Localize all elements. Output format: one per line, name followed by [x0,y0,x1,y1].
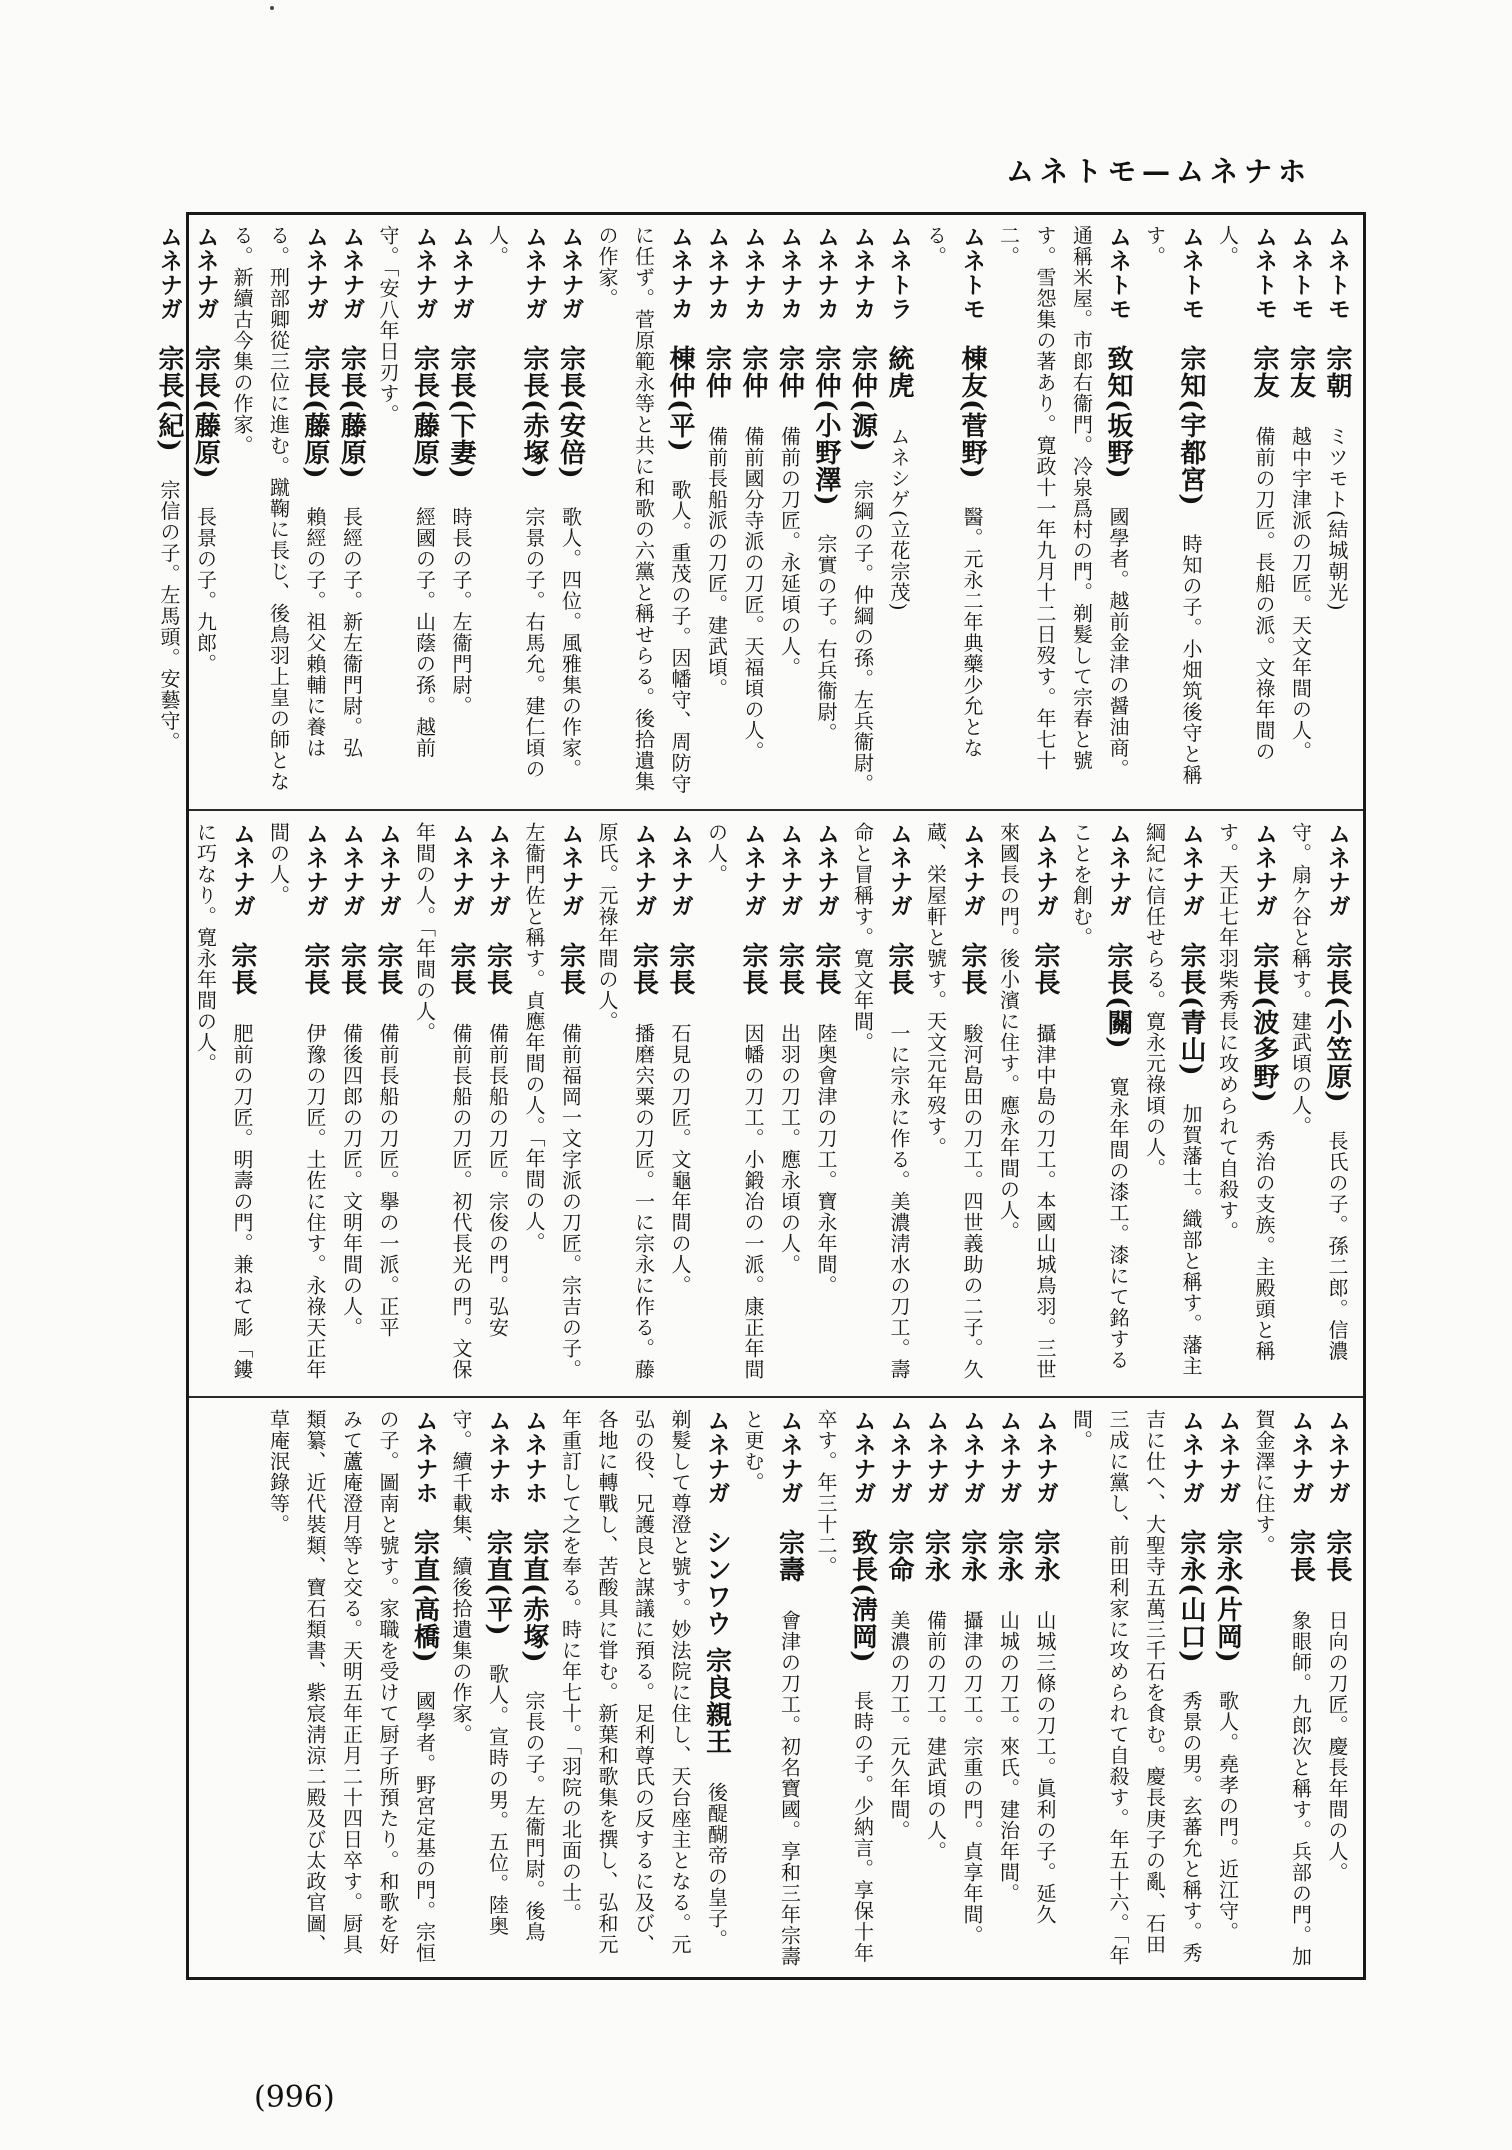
entry-name: 宗長 [555,942,586,1023]
entry-reading: ムネナガ [995,1409,1022,1529]
entry-reading: ムネナガ [302,822,328,942]
entry-description: 備後四郎の刀匠。文明年間の人。 [339,1023,364,1338]
dictionary-entry [844,225,881,799]
entry-name: 宗長(安倍) [555,345,586,507]
entry-reading: ムネナガ [1251,822,1277,942]
entry-name: 宗仲 [701,345,732,426]
entry-name: 宗長(關) [1103,942,1133,1077]
entry-name: 棟友(菅野) [957,345,987,507]
running-head: ムネトモ—ムネナホ [1005,155,1312,188]
entry-reading: ムネナガ [959,822,985,942]
entry-name: 宗友 [1285,345,1316,426]
entry-name: 宗長 [811,942,841,1023]
dictionary-entry [443,225,480,799]
entry-description: 後醍醐帝の皇子。剃髮して尊澄と號す。妙法院に住し、天台座主となる。元弘の役、兄護良と謀議に預る。足利尊氏の反するに及び、各地に轉戰し、苦酸具に甞む。新葉和歌集を撰し、弘和元年重訂して之を奉る。時に年七十。「羽院の北面の士。 [558,1409,729,1955]
dictionary-entry [1319,225,1356,799]
entry-name: 宗長(波多野) [1249,942,1279,1131]
dictionary-entry [881,225,918,799]
entry-reading: ムネナガ [229,822,255,942]
entry-reading: ムネナホ [484,1409,511,1529]
entry-name: 宗直(赤塚) [519,1529,549,1691]
entry-description: 備前の刀匠。永延頃の人。 [777,426,802,678]
entry-description: 國學者。野宮定基の門。宗恒の子。圖南と號す。家職を受けて厨子所預たり。和歌を好みて蘆庵澄月等と交る。天明五年正月二十四日卒す。厨具類纂、近代裝類、寶石類書、紫宸淸涼二殿及び太政官圖、草庵泯錄等。 [266,1409,437,1964]
entry-description: 肥前の刀匠。明壽の門。兼ねて彫「鏤に巧なり。寛永年間の人。 [193,822,254,1380]
entry-description: 備前長船の刀匠。擧の一派。正平 [376,1023,400,1338]
entry-reading: ムネトラ [886,225,912,345]
entry-name: 宗長 [227,942,257,1023]
dictionary-entry [333,225,370,799]
entry-name: 宗長 [628,942,659,1023]
entry-description: 石見の刀匠。文龜年間の人。 [668,1023,692,1296]
dictionary-entry [333,822,370,1386]
dictionary-entry [224,225,334,799]
entry-reading: ムネナガ [302,225,328,345]
entry-name: 宗長 [446,942,476,1023]
entry-reading: ムネナガ [484,822,511,942]
entry-name: 宗長 [665,942,695,1023]
entry-name: 宗長 [884,942,914,1023]
entry-description: 長時の子。少納言。享保十年卒す。年三十二。 [814,1409,875,1964]
entry-name: 棟仲(平) [665,345,695,480]
entry-reading: ムネトモ [1178,225,1204,345]
entry-reading: ムネナガ [411,225,438,345]
entry-reading: ムネナガ [630,822,657,942]
entry-description: 美濃の刀工。元久年間。 [887,1610,911,1841]
entry-name: 宗永(片岡) [1212,1529,1243,1691]
entry-reading: ムネナガ [192,225,219,345]
entry-name: 宗長(藤原) [336,345,367,507]
entry-description: 備前福岡一文字派の刀匠。宗吉の子。左衞門佐と稱す。貞應年間の人。「年間の人。 [522,822,583,1380]
entry-reading: ムネトモ [959,225,985,345]
entry-reading: ムネナガ [448,225,474,345]
entry-description: 一に宗永に作る。美濃淸水の刀工。壽命と冒稱す。寛文年間。 [850,822,911,1380]
entry-description: 賴經の子。祖父賴輔に養はる。刑部卿從三位に進む。蹴鞠に長じ、後鳥羽上皇の師となる。新續古今集の作家。 [230,225,327,792]
entry-reading: ムネナガ [667,822,693,942]
entry-reading: ムネナガ [156,225,182,345]
entry-description: 時知の子。小畑筑後守と稱す。 [1142,225,1203,786]
dictionary-entry [516,822,589,1386]
entry-reading: ムネナガ [1178,1409,1204,1529]
entry-description: 備前國分寺派の刀匠。天福頃の人。 [741,426,765,762]
entry-reading: ムネナガ [1178,822,1204,942]
dictionary-entry [516,1409,553,1967]
entry-name: 宗長 [373,942,403,1023]
entry-description: 長氏の子。孫二郎。信濃守。扇ケ谷と稱す。建武頃の人。 [1288,822,1349,1362]
entry-reading: ムネナガ [448,822,474,942]
dictionary-entry [1319,1409,1356,1967]
entry-reading: ムネナカ [813,225,839,345]
entry-name: 宗友 [1249,345,1279,426]
entry-name: 致長(淸岡) [847,1529,878,1691]
entry-name: 宗長 [738,942,768,1023]
dictionary-entry [771,822,808,1386]
entry-reading: ムネナガ [886,822,912,942]
band-divider-2 [189,1396,1363,1398]
entry-name: 宗朝 [1322,345,1352,426]
entry-name: 宗長 [482,942,513,1023]
entry-reading: ムネナガ [1105,822,1131,942]
entry-reading: ムネナガ [703,1409,730,1529]
entry-name: 宗永 [957,1529,987,1610]
dictionary-entry [151,225,188,799]
entry-description: 長景の子。九郎。 [193,506,218,675]
entry-reading: ムネナカ [740,225,766,345]
dictionary-entry [1136,822,1209,1386]
band-bottom [189,1399,1363,1977]
entry-name: 宗長(下妻) [446,345,476,507]
entry-column [266,1409,1355,1967]
entry-reading: ムネナガ [959,1409,985,1529]
dictionary-entry [662,822,699,1386]
dictionary-entry [990,822,1063,1386]
entry-name: 宗長 [1322,1529,1352,1610]
entry-description: 宗綱の子。仲綱の孫。左兵衞尉。 [850,479,875,795]
entry-reading: ムネナホ [521,1409,547,1529]
entry-description: 醫。元永二年典藥少允となる。 [923,225,984,759]
entry-description: 宗長の子。左衞門尉。後鳥 [522,1690,546,1943]
entry-name: 宗長(藤原) [409,345,440,507]
entry-reading: ムネナガ [1324,822,1350,942]
dictionary-entry [1209,822,1282,1386]
entry-column [193,822,1355,1386]
entry-description: 備前長船の刀匠。宗俊の門。弘安 [485,1023,510,1338]
entry-name: 宗仲 [738,345,768,426]
entry-reading: ムネナガ [1287,1409,1314,1529]
entry-description: 備前長船派の刀匠。建武頃。 [704,426,729,699]
entry-reading: ムネトモ [1287,225,1314,345]
entry-name: 宗永(山口) [1176,1529,1206,1691]
entry-description: 國學者。越前金津の醤油商。通稱米屋。市郎右衞門。冷泉爲村の門。剃髮して宗春と號す。雪怨集の著あり。寛政十一年九月十二日歿す。年七十二。 [996,225,1130,780]
entry-description: 寛永年間の漆工。漆にて銘することを創む。 [1069,822,1130,1371]
entry-description: 宗景の子。右馬允。建仁頃の人。 [485,225,546,780]
entry-description: 加賀藩士。織部と稱す。藩主綱紀に信任せらる。寛永元祿頃の人。 [1142,822,1203,1377]
entry-reading: ムネナガ [1032,1409,1058,1529]
entry-description: 宗信の子。左馬頭。安藝守。 [157,479,181,753]
entry-description: ミツモト(結城朝光) [1325,426,1349,612]
entry-description: 歌人。四位。風雅集の作家。 [558,506,583,780]
entry-name: 宗直(平) [482,1529,513,1664]
entry-description: 象眼師。九郎次と稱す。兵部の門。加賀金澤に住す。 [1252,1409,1313,1967]
dictionary-entry [589,225,699,799]
dictionary-entry [552,1409,735,1967]
dictionary-entry [479,225,552,799]
page-number: (996) [254,2080,335,2115]
entry-description: 攝津中島の刀工。本國山城鳥羽。三世來國長の門。後小濱に住す。應永年間の人。 [996,822,1057,1380]
entry-reading: ムネナガ [521,225,547,345]
entry-description: 出羽の刀工。應永頃の人。 [777,1023,802,1275]
entry-column [154,225,1355,799]
entry-reading: ムネナガ [776,1409,803,1529]
band-middle-columns [193,822,1355,1386]
entry-reading: ムネナガ [557,225,584,345]
entry-name: 宗長 [300,942,330,1023]
entry-description: 備前長船の刀匠。初代長光の門。文保年間の人。「年間の人。 [412,822,473,1380]
entry-name: 宗命 [884,1529,914,1610]
entry-description: 日向の刀匠。慶長年間の人。 [1325,1610,1349,1883]
dictionary-entry [187,225,224,799]
entry-name: 宗永 [920,1529,951,1610]
entry-reading: ムネナガ [1032,822,1058,942]
entry-description: 長經の子。新左衞門尉。弘 [339,506,364,759]
entry-name: 統虎 [884,345,914,426]
entry-reading: ムネナガ [338,822,365,942]
entry-name: 宗直(高橋) [409,1529,440,1691]
entry-name: 宗仲 [774,345,805,426]
entry-description: 宗實の子。右兵衞尉。 [814,533,838,744]
dictionary-entry [917,1409,954,1967]
dictionary-entry [808,822,845,1386]
entry-reading: ムネナガ [1324,1409,1350,1529]
dictionary-entry [260,822,333,1386]
dictionary-entry [698,822,771,1386]
dictionary-entry [260,1409,443,1967]
dictionary-entry [552,225,589,799]
entry-name: 宗長 [957,942,987,1023]
entry-reading: ムネナガ [849,1409,876,1529]
entry-description: 歌人。宣時の男。五位。陸奥守。續千載集、續後拾遺集の作家。 [449,1409,510,1937]
dictionary-entry [990,225,1136,799]
dictionary-entry [844,822,917,1386]
entry-name: 宗長 [1030,942,1060,1023]
entry-name: 宗長(小笠原) [1322,942,1352,1131]
entry-name: 宗長 [336,942,367,1023]
entry-name: 宗仲(源) [847,345,878,480]
band-top-columns [154,225,1355,799]
dictionary-entry [808,1409,881,1967]
entry-name: 宗永 [1030,1529,1060,1610]
dictionary-entry [1282,822,1355,1386]
entry-description: 伊豫の刀匠。土佐に住す。永祿天正年間の人。 [266,822,327,1380]
dictionary-entry [1063,1409,1209,1967]
dictionary-entry [771,225,808,799]
entry-description: 山城の刀工。來氏。建治年間。 [996,1610,1021,1904]
dictionary-entry [735,1409,808,1967]
entry-name: 宗長(藤原) [300,345,330,507]
dictionary-entry [443,1409,516,1967]
entry-description: 秀景の男。玄蕃允と稱す。秀吉に仕へ、大聖寺五萬三千石を食む。慶長庚子の亂、石田三成に黨し、前田利家に攻められて自殺す。年五十六。「年間。 [1069,1409,1203,1966]
entry-name: 宗長 [1285,1529,1316,1610]
dictionary-entry [1136,225,1209,799]
entry-name: 宗永 [993,1529,1024,1610]
dictionary-entry [187,822,260,1386]
band-bottom-columns [197,1409,1355,1967]
entry-name: 宗壽 [774,1529,805,1610]
entry-description: 經國の子。山蔭の孫。越前守。「安八年日刃す。 [376,225,437,759]
dictionary-entry [917,822,990,1386]
dictionary-entry [990,1409,1027,1967]
entry-name: シンワウ 宗良親王 [701,1529,732,1783]
entry-reading: ムネナカ [667,225,693,345]
dictionary-entry [1027,1409,1064,1967]
entry-reading: ムネナガ [886,1409,912,1529]
dictionary-entry [1209,225,1282,799]
dictionary-entry [1282,225,1319,799]
entry-reading: ムネナカ [703,225,730,345]
dictionary-entry [735,225,772,799]
entry-name: 宗長(藤原) [190,345,221,507]
entry-reading: ムネナカ [849,225,876,345]
entry-description: 備前の刀匠。長船の派。文祿年間の人。 [1215,225,1276,762]
entry-name: 宗長(青山) [1176,942,1206,1104]
entry-reading: ムネナカ [776,225,803,345]
entry-reading: ムネナガ [922,1409,949,1529]
band-middle [189,812,1363,1396]
dictionary-entry [589,822,662,1386]
entry-name: 宗長 [774,942,805,1023]
dictionary-entry [1209,1409,1246,1967]
dictionary-entry [808,225,845,799]
entry-description: 播磨宍粟の刀匠。一に宗永に作る。藤原氏。元祿年間の人。 [595,822,656,1380]
dictionary-entry [881,1409,918,1967]
entry-description: 歌人。堯孝の門。近江守。 [1215,1690,1240,1943]
entry-reading: ムネトモ [1251,225,1277,345]
entry-description: 陸奥會津の刀工。寶永年間。 [814,1023,838,1296]
entry-name: 宗知(宇都宮) [1176,345,1206,534]
band-divider-1 [189,809,1363,811]
dictionary-entry [370,822,407,1386]
entry-reading: ムネナガ [813,822,839,942]
entry-reading: ムネナガ [776,822,803,942]
entry-name: 宗仲(小野澤) [811,345,841,534]
dictionary-entry [917,225,990,799]
entry-description: 時長の子。左衞門尉。 [449,506,473,717]
entry-description: 會津の刀工。初名寶國。享和三年宗壽と更む。 [741,1409,802,1967]
dictionary-entry [1246,1409,1319,1967]
entry-description: 備前の刀工。建武頃の人。 [923,1610,948,1862]
dictionary-entry [479,822,516,1386]
dictionary-entry [370,225,443,799]
entry-reading: ムネナガ [740,822,766,942]
dictionary-entry [1063,822,1136,1386]
entry-name: 致知(坂野) [1103,345,1133,507]
entry-reading: ムネナガ [375,822,401,942]
entry-reading: ムネナガ [1214,1409,1241,1529]
entry-reading: ムネナガ [557,822,584,942]
entry-reading: ムネナガ [338,225,365,345]
entry-reading: ムネトモ [1324,225,1350,345]
entry-name: 宗長(紀) [154,345,184,480]
dictionary-entry [954,1409,991,1967]
dictionary-entry [698,225,735,799]
entry-description: 山城三條の刀工。眞利の子。延久 [1033,1610,1057,1925]
entry-description: 因幡の刀工。小鍛冶の一派。康正年間の人。 [704,822,765,1380]
entry-description: 越中宇津派の刀匠。天文年間の人。 [1288,426,1313,762]
entry-description: 攝津の刀工。宗重の門。貞享年間。 [960,1610,984,1946]
entry-description: ムネシゲ(立花宗茂) [887,426,911,612]
entry-description: 秀治の支族。主殿頭と稱す。天正七年羽柴秀長に攻められて自殺す。 [1215,822,1276,1362]
entry-description: 駿河島田の刀工。四世義助の二子。久蔵、栄屋軒と號す。天文元年歿す。 [923,822,984,1380]
dictionary-entry [406,822,479,1386]
entry-description: 歌人。重茂の子。因幡守、周防守に任ず。菅原範永等と共に和歌の六黨と稱せらる。後拾遺集の作家。 [595,225,692,795]
entry-reading: ムネトモ [1105,225,1131,345]
entry-name: 宗長(赤塚) [519,345,549,507]
entry-frame [154,212,1366,1980]
print-speck [270,6,274,10]
band-top [154,215,1363,809]
entry-reading: ムネナホ [411,1409,438,1529]
